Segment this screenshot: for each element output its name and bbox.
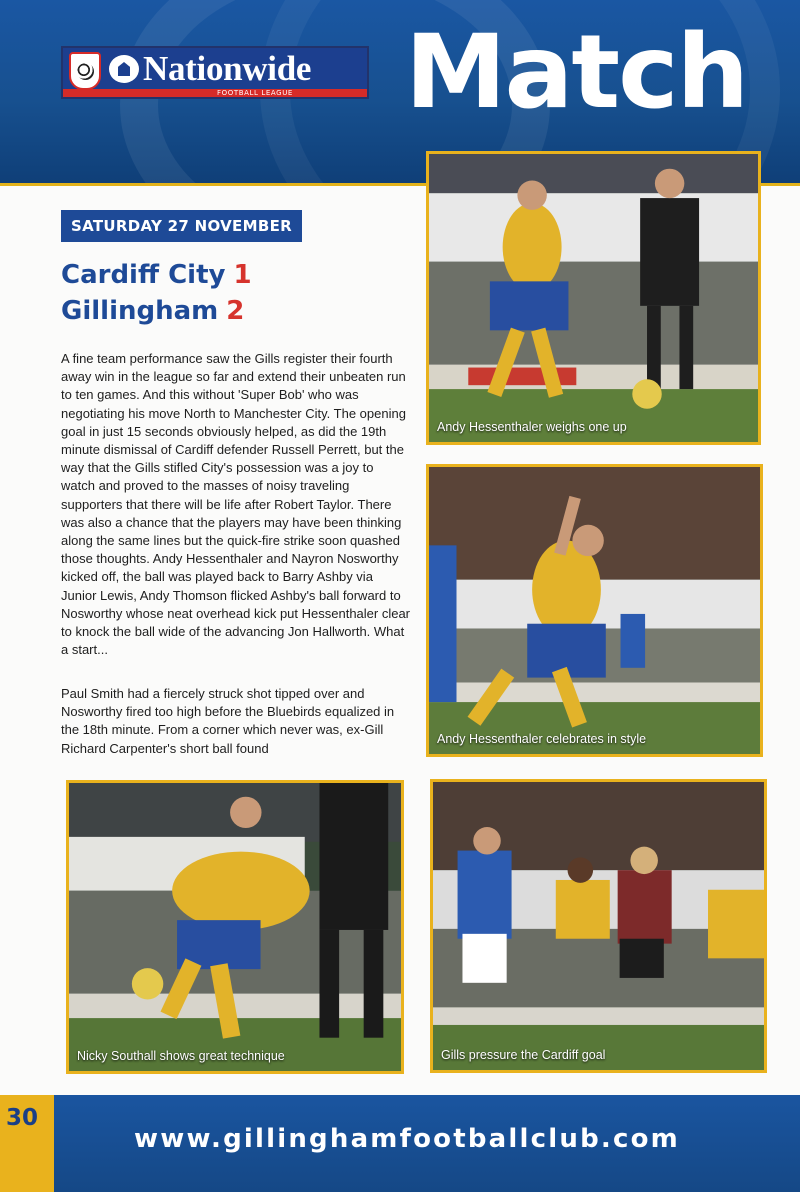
- home-team-score-line: [61, 258, 252, 292]
- home-team-name: Cardiff City: [61, 260, 226, 290]
- section-title: Match: [405, 13, 748, 132]
- match-photo: [430, 779, 767, 1073]
- photo-caption: Nicky Southall shows great technique: [77, 1049, 285, 1063]
- away-team-score: 2: [226, 296, 245, 326]
- nationwide-house-icon: [109, 55, 139, 83]
- nationwide-league-logo: [61, 46, 369, 99]
- league-crest-icon: [69, 52, 101, 90]
- match-photo: [426, 151, 761, 445]
- page-number: 30: [6, 1105, 39, 1131]
- match-photo: [66, 780, 404, 1074]
- photo-caption: Andy Hessenthaler celebrates in style: [437, 732, 647, 746]
- photo-image: [69, 783, 401, 1071]
- logo-subtext: FOOTBALL LEAGUE: [217, 89, 293, 97]
- club-website: www.gillinghamfootballclub.com: [134, 1124, 680, 1154]
- photo-image: [429, 467, 760, 754]
- logo-wordmark: Nationwide: [143, 49, 312, 88]
- away-team-score-line: [61, 294, 244, 328]
- photo-caption: Andy Hessenthaler weighs one up: [437, 420, 627, 434]
- photo-image: [429, 154, 758, 442]
- article-paragraph: A fine team performance saw the Gills register their fourth away win in the league so far and extend their unbeaten run to ten games. And this without 'Super Bob' who was negotiating his move North to Manchester City. The opening goal in just 15 seconds obviously helped, as did the 19th minute dismissal of Cardiff defender Russell Perrett, but the way that the Gills stifled City's possession was a joy to watch and proved to the masses of noisy traveling supporters that there will be life after Robert Taylor. There was also a chance that the players may have been thinking along the same lines but the quick-fire strike soon quashed those thoughts. Andy Hessenthaler and Nayron Nosworthy kicked off, the ball was played back to Barry Ashby via Junior Lewis, Andy Thomson flicked Ashby's ball forward to Nosworthy whose neat overhead kick put Hessenthaler clear to knock the ball wide of the advancing Jon Hallworth. What a start...: [61, 351, 411, 658]
- home-team-score: 1: [233, 260, 252, 290]
- photo-caption: Gills pressure the Cardiff goal: [441, 1048, 606, 1062]
- match-photo: [426, 464, 763, 757]
- away-team-name: Gillingham: [61, 296, 219, 326]
- photo-image: [433, 782, 764, 1070]
- article-paragraph: Paul Smith had a fiercely struck shot tipped over and Nosworthy fired too high before the Bluebirds equalized in the 18th minute. From a corner which never was, ex-Gill Richard Carpenter's short ball found: [61, 686, 395, 756]
- match-date-banner: SATURDAY 27 NOVEMBER: [61, 210, 302, 242]
